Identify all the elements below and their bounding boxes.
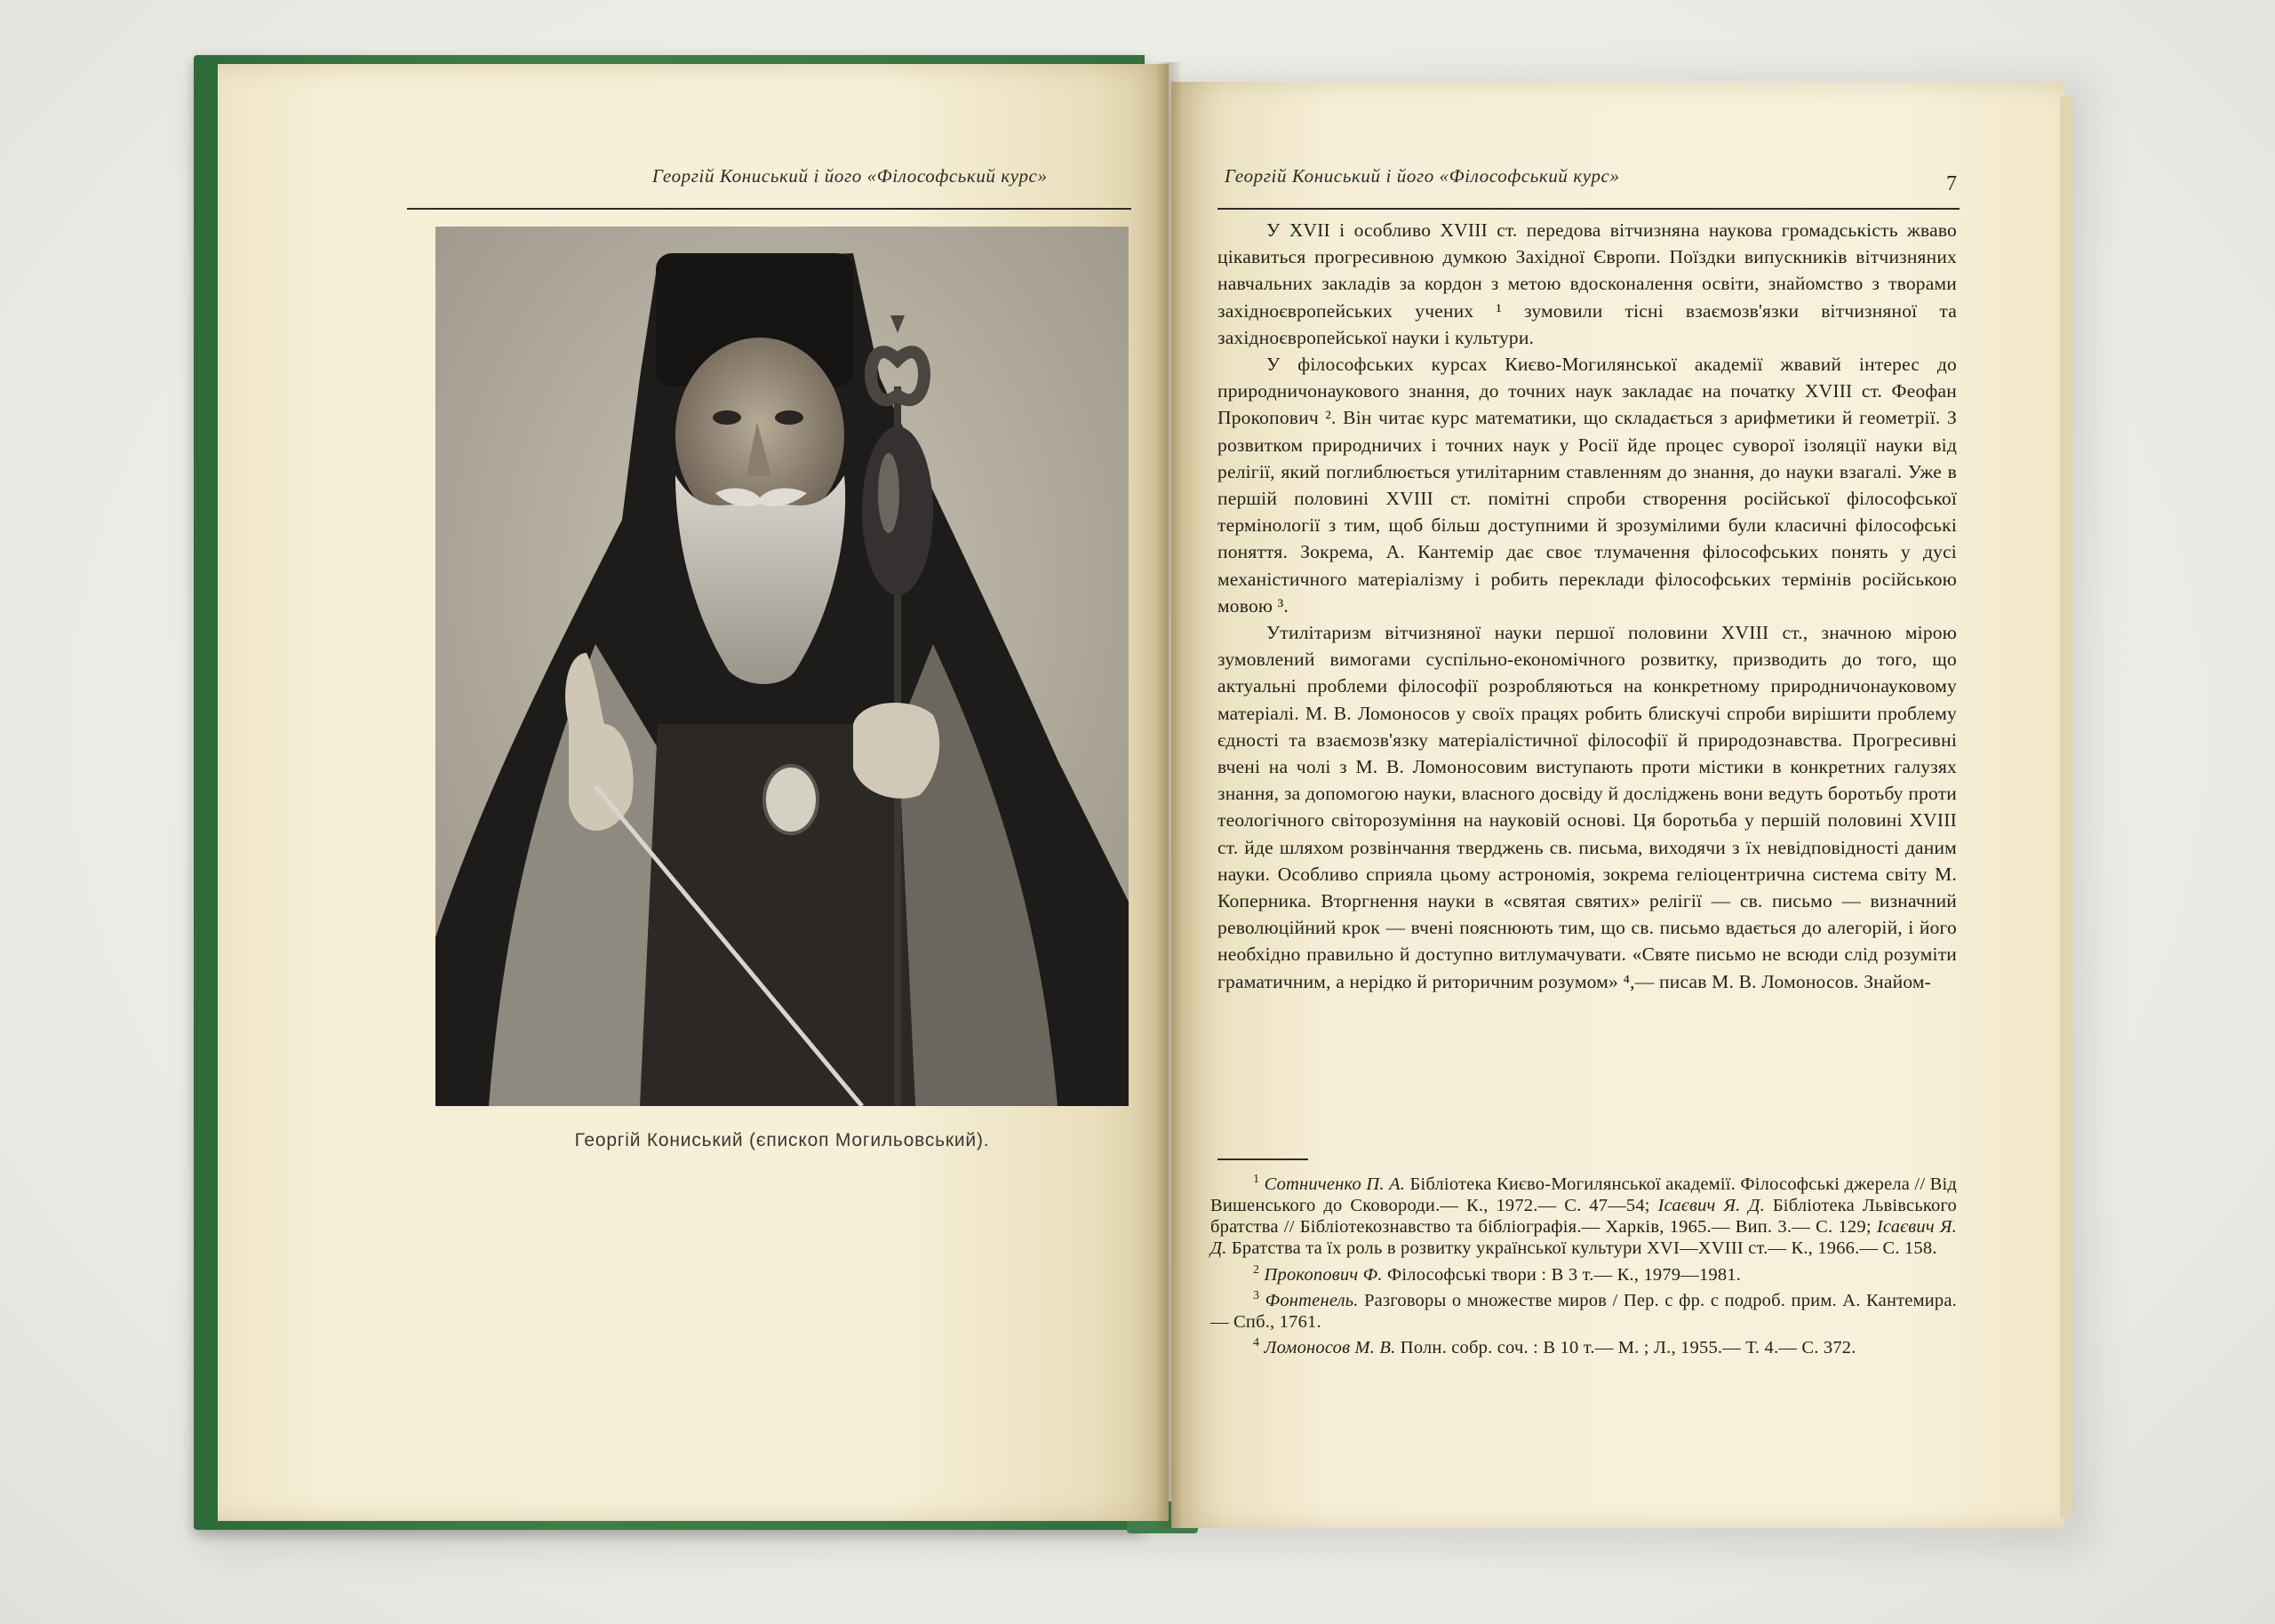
footnote-3: $^3$ Фонтенель. Разговоры о множестве миров / Пер. с фр. с подроб. прим. А. Кантемира.— Спб., 1761. — [1210, 1288, 1957, 1332]
footnote-2: $^2$ Прокопович Ф. Філософські твори : В 3 т.— К., 1979—1981. — [1253, 1262, 1742, 1285]
footnote-rule — [1217, 1158, 1308, 1160]
right-running-head: Георгій Кониський і його «Філософський курс» — [1225, 165, 1620, 187]
paragraph: У XVII і особливо XVIII ст. передова вітчизняна наукова громадськість жваво цікавиться прогресивною думкою Західної Європи. Поїздки випускників вітчизняних навчальних закладів за кордон з метою вдосконалення освіти, знайомство з творами західноєвропейських учених ¹ зумовили тісні взаємозв'язки вітчизняної та західноєвропейської науки і культури. — [1217, 219, 1957, 348]
right-header-rule — [1217, 208, 1960, 210]
left-header-rule — [407, 208, 1131, 210]
footnote-1: $^1$ Сотниченко П. А. Бібліотека Києво-Могилянської академії. Філософські джерела // Від Вишенського до Сковороди.— К., 1972.— С. 47—54; Ісаєвич Я. Д. Бібліотека Львівського братства // Бібліотекознавство та бібліографія.— Харків, 1965.— Вип. 3.— С. 129; Ісаєвич Я. Д. Братства та їх роль в розвитку української культури XVI—XVIII ст.— К., 1966.— С. 158. — [1210, 1173, 1957, 1259]
body-text — [1217, 217, 1957, 995]
portrait-caption: Георгій Кониський (єпископ Могильовський). — [574, 1130, 990, 1150]
footnotes — [1210, 1169, 1957, 1358]
portrait-illustration — [435, 227, 1129, 1106]
book-gutter — [1155, 62, 1182, 1528]
left-running-head: Георгій Кониський і його «Філософський курс» — [652, 165, 1048, 187]
page-edges — [2060, 96, 2072, 1517]
paragraph: У філософських курсах Києво-Могилянської академії жвавий інтерес до природничонаукового знання, до точних наук закладає на початку XVIII ст. Феофан Прокопович ². Він читає курс математики, що складається з арифметики й геометрії. З розвитком природничих і точних наук у Росії йде процес суворої ізоляції науки від релігії, який поглиблюється утилітарним ставленням до знання, до науки взагалі. Уже в першій половині XVIII ст. помітні спроби створення російської філософської термінології з тим, щоб більш доступними й зрозумілими були класичні філософські поняття. Зокрема, А. Кантемір дає своє тлумачення філософських понять у дусі механістичного матеріалізму і робить переклади філософських термінів російською мовою ³. — [1217, 354, 1957, 617]
footnote-4: $^4$ Ломоносов М. В. Полн. собр. соч. : В 10 т.— М. ; Л., 1955.— Т. 4.— С. 372. — [1253, 1335, 1856, 1357]
page-number: 7 — [1946, 172, 1957, 195]
paragraph: Утилітаризм вітчизняної науки першої половини XVIII ст., значною мірою зумовлений вимогами суспільно-економічного розвитку, призводить до того, що актуальні проблеми філософії розробляються на конкретному природничонауковому матеріалі. М. В. Ломоносов у своїх працях робить блискучі спроби вирішити проблему єдності та взаємозв'язку матеріалістичної філософії й природознавства. Прогресивні вчені на чолі з М. В. Ломоносовим виступають проти містики в конкретних галузях знання, за допомогою науки, власного досвіду й досліджень вони ведуть боротьбу проти теологічного світорозуміння на науковій основі. Ця боротьба у першій половині XVIII ст. йде шляхом розвінчання тверджень св. письма, виходячи з їх невідповідності даним науки. Особливо сприяла цьому астрономія, зокрема геліоцентрична система світу М. Коперника. Вторгнення науки в «святая святих» релігії — св. письмо — визначний революційний крок — вчені пояснюють тим, що св. письмо вдається до алегорій, і його необхідно правильно й доступно витлумачувати. «Святе письмо не всюди слід розуміти граматичним, а нерідко й риторичним розумом» ⁴,— писав М. В. Ломоносов. Знайом- — [1217, 622, 1957, 992]
